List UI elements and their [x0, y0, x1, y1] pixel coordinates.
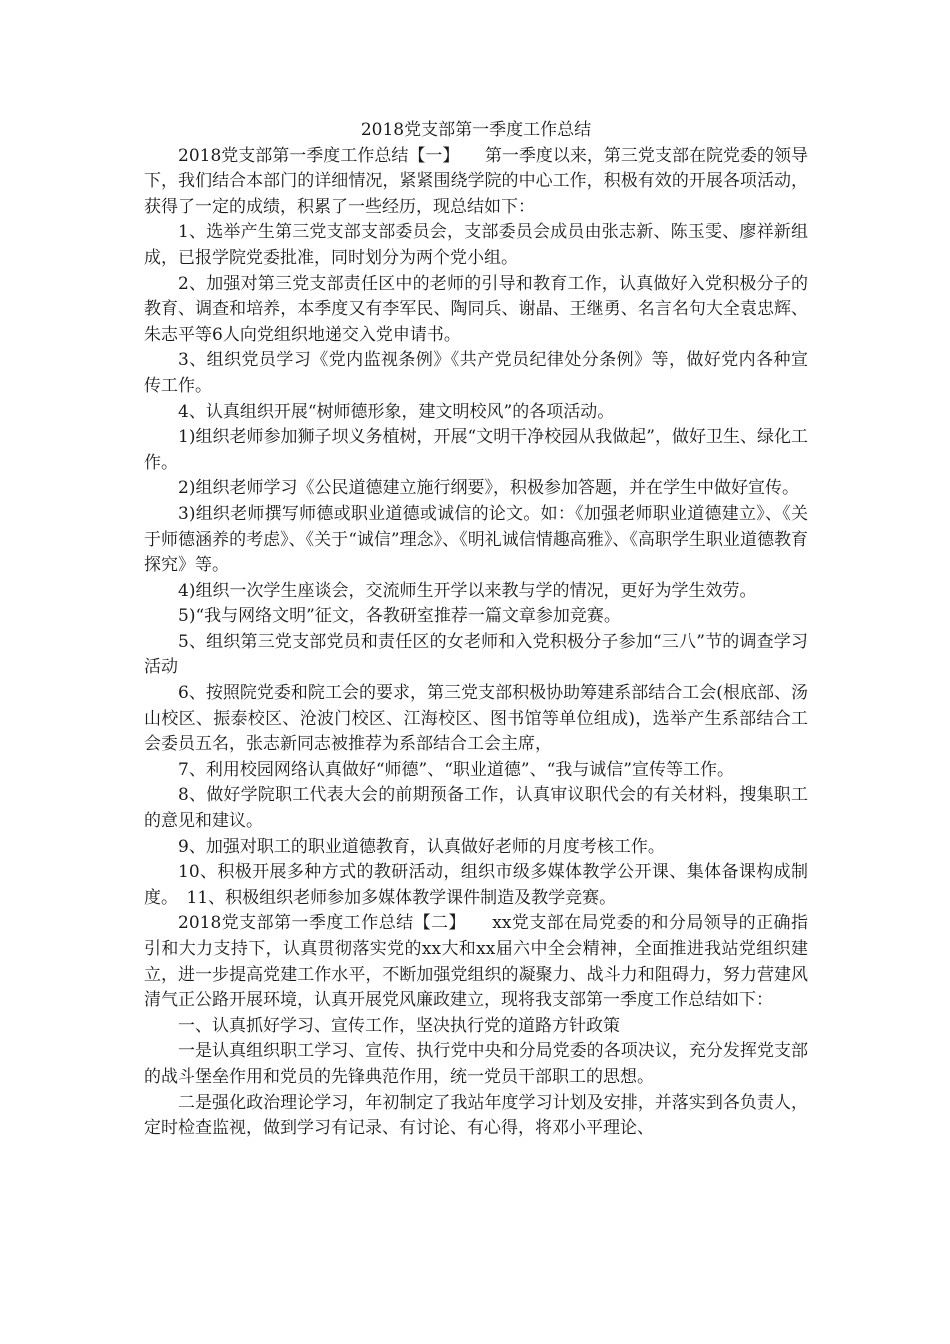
paragraph-2: 1、选举产生第三党支部支部委员会，支部委员会成员由张志新、陈玉雯、廖祥新组成，已报学院党委批准，同时划分为两个党小组。 [144, 222, 808, 268]
paragraph-14: 8、做好学院职工代表大会的前期预备工作，认真审议职代会的有关材料，搜集职工的意见和建议。 [144, 785, 808, 832]
paragraph-19: 一是认真组织职工学习、宣传、执行党中央和分局党委的各项决议，充分发挥党支部的战斗堡垒作用和党员的先锋典范作用，统一党员干部职工的思想。 [144, 1041, 808, 1087]
paragraph-18: 一、认真抓好学习、宣传工作，坚决执行党的道路方针政策 [178, 1015, 620, 1036]
paragraph-9: 4)组织一次学生座谈会，交流师生开学以来教与学的情况，更好为学生效劳。 [178, 580, 757, 601]
paragraph-10: 5)“我与网络文明”征文，各教研室推荐一篇文章参加竞赛。 [178, 606, 621, 627]
paragraph-13: 7、利用校园网络认真做好“师德”、“职业道德”、“我与诚信”宣传等工作。 [178, 759, 734, 780]
paragraph-7: 2)组织老师学习《公民道德建立施行纲要》，积极参加答题，并在学生中做好宣传。 [178, 478, 799, 499]
paragraph-12: 6、按照院党委和院工会的要求，第三党支部积极协助筹建系部结合工会(根底部、汤山校区、振泰校区、沧波门校区、江海校区、图书馆等单位组成)，选举产生系部结合工会委员五名，张志新同志被推荐为系部结合工会主席， [144, 683, 808, 755]
paragraph-1: 2018党支部第一季度工作总结【一】 第一季度以来，第三党支部在院党委的领导下，我们结合本部门的详细情况，紧紧围绕学院的中心工作，积极有效的开展各项活动，获得了一定的成绩，积累了一些经历，现总结如下： [144, 145, 808, 217]
paragraph-11: 5、组织第三党支部党员和责任区的女老师和入党积极分子参加“三八”节的调查学习活动 [144, 631, 808, 678]
paragraph-17: 2018党支部第一季度工作总结【二】 xx党支部在局党委的和分局领导的正确指引和大力支持下，认真贯彻落实党的xx大和xx届六中全会精神，全面推进我站党组织建立，进一步提高党建工作水平，不断加强党组织的凝聚力、战斗力和阻碍力，努力营建风清气正公路开展环境，认真开展党风廉政建立，现将我支部第一季度工作总结如下： [144, 913, 808, 1011]
paragraph-5: 4、认真组织开展“树师德形象，建文明校风”的各项活动。 [178, 401, 615, 422]
document-page [144, 118, 808, 1142]
paragraph-20: 二是强化政治理论学习，年初制定了我站年度学习计划及安排，并落实到各负责人，定时检查监视，做到学习有记录、有讨论、有心得，将邓小平理论、 [144, 1092, 808, 1139]
paragraph-15: 9、加强对职工的职业道德教育，认真做好老师的月度考核工作。 [178, 836, 665, 857]
paragraph-6: 1)组织老师参加狮子坝义务植树，开展“文明干净校园从我做起”，做好卫生、绿化工作。 [144, 427, 808, 473]
paragraph-8: 3)组织老师撰写师德或职业道德或诚信的论文。如：《加强老师职业道德建立》、《关于师德涵养的考虑》、《关于“诚信”理念》、《明礼诚信情趣高雅》、《高职学生职业道德教育探究》等。 [144, 503, 808, 576]
paragraph-3: 2、加强对第三党支部责任区中的老师的引导和教育工作，认真做好入党积极分子的教育、调查和培养，本季度又有李军民、陶同兵、谢晶、王继勇、名言名句大全袁忠辉、朱志平等6人向党组织地递交入党申请书。 [144, 273, 808, 345]
paragraph-4: 3、组织党员学习《党内监视条例》《共产党员纪律处分条例》等，做好党内各种宣传工作。 [144, 350, 808, 396]
paragraph-16: 10、积极开展多种方式的教研活动，组织市级多媒体教学公开课、集体备课构成制度。 11、积极组织老师参加多媒体教学课件制造及教学竞赛。 [144, 862, 808, 908]
document-title: 2018党支部第一季度工作总结 [360, 120, 592, 140]
